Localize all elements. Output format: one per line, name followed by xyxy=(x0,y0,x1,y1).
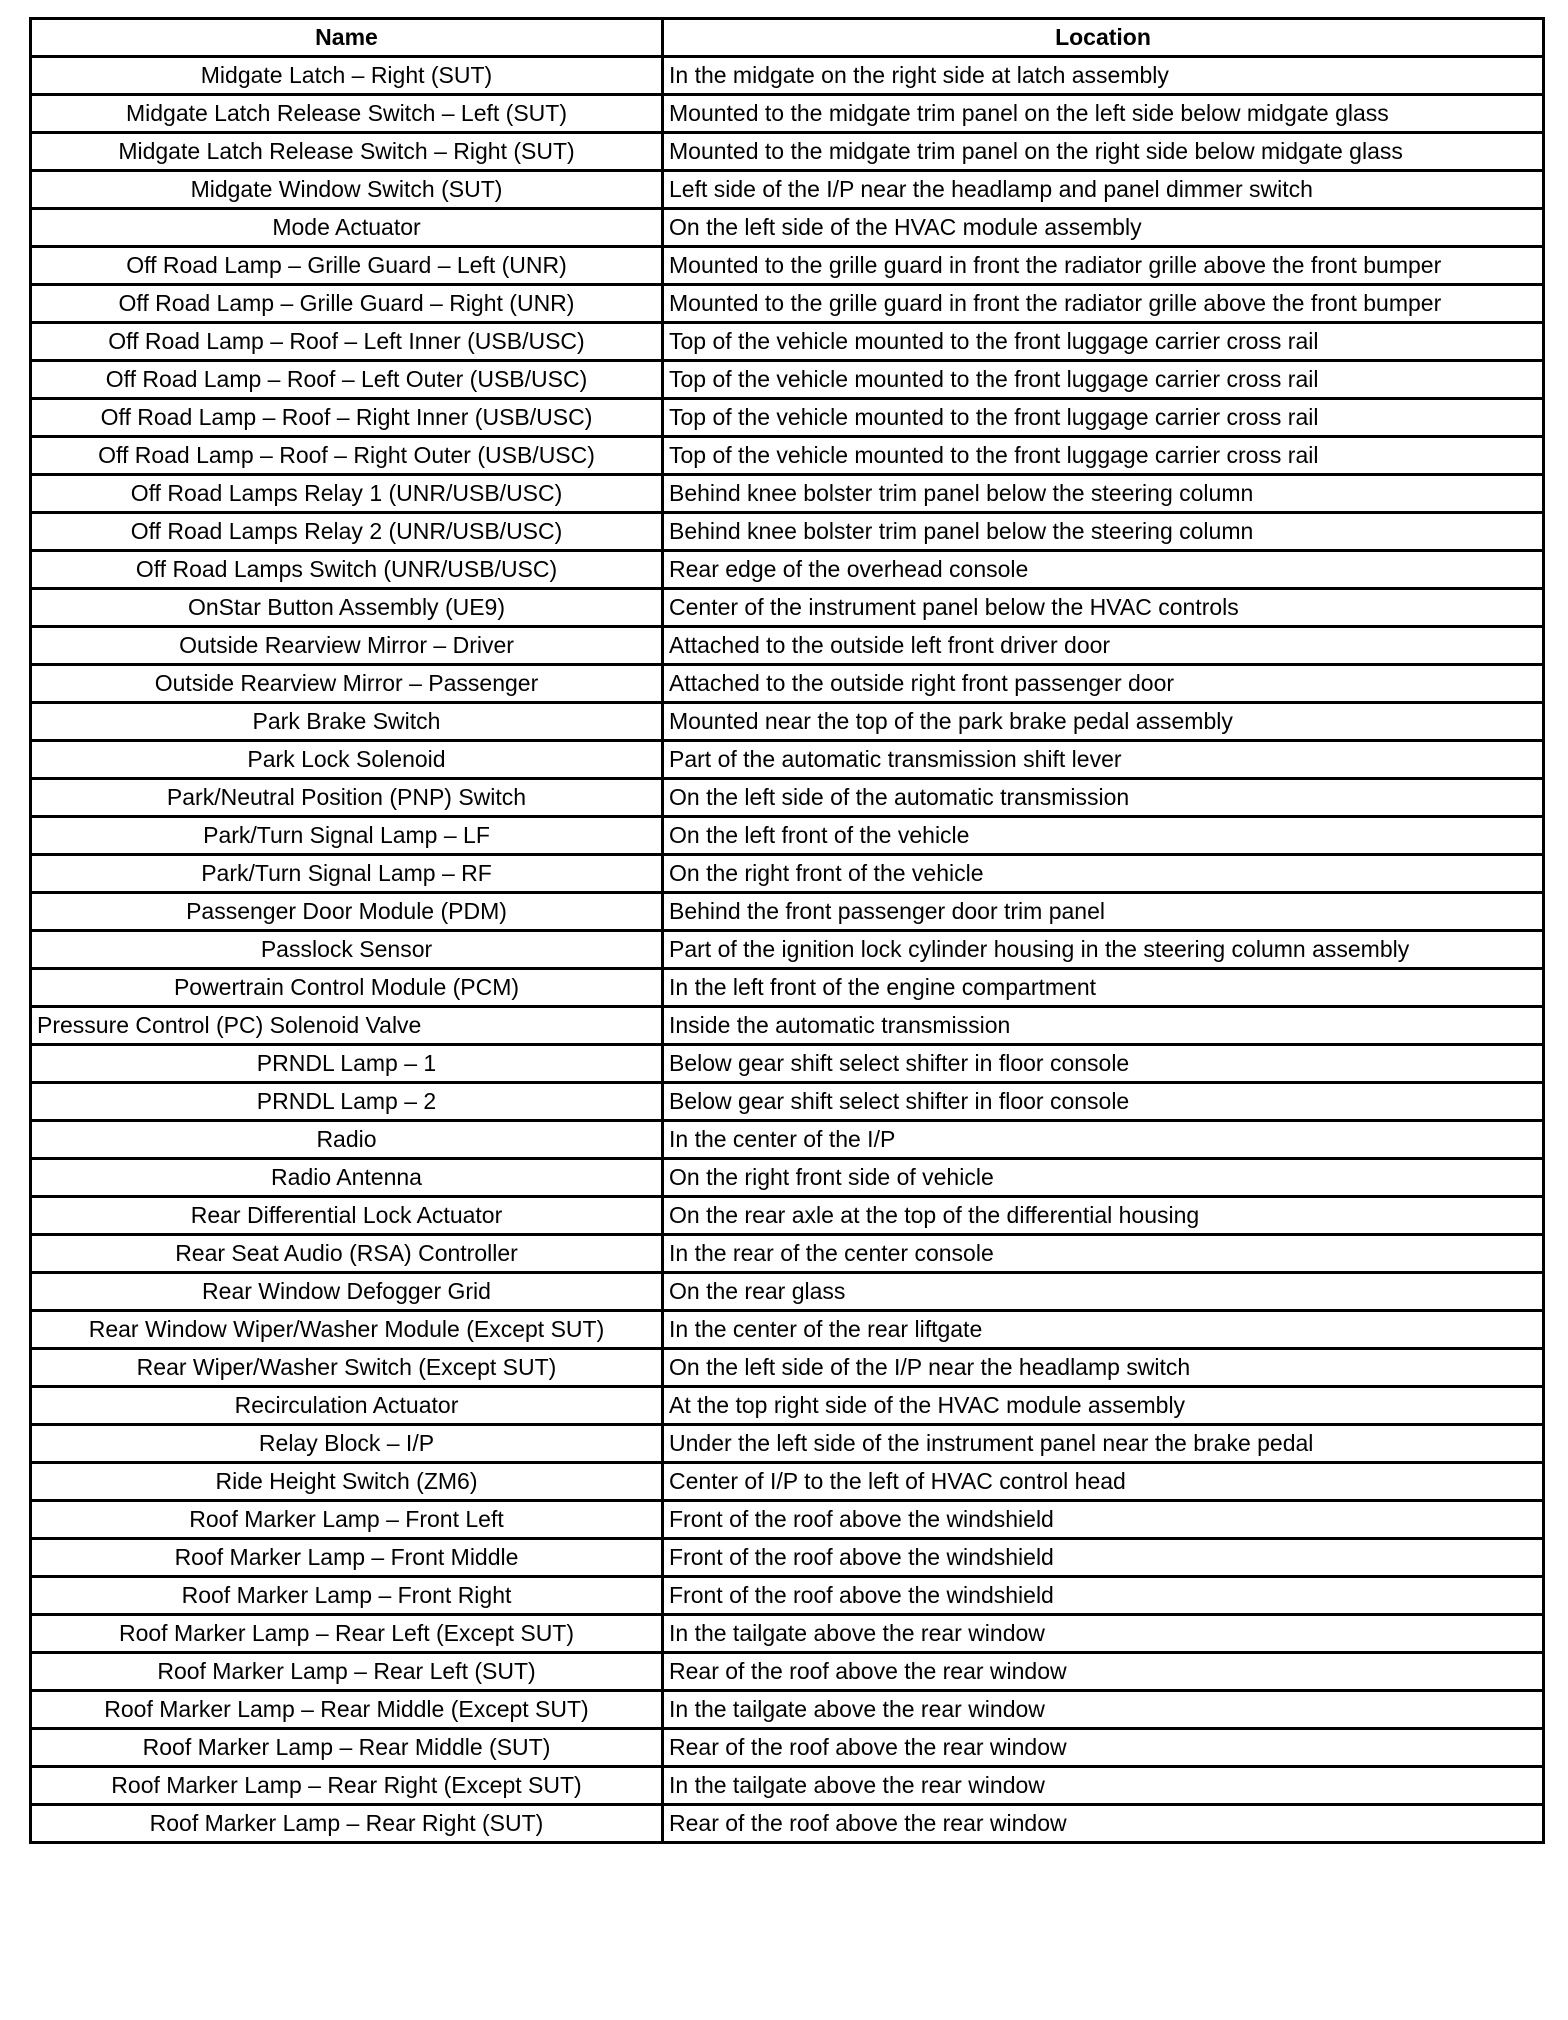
component-location-cell: Below gear shift select shifter in floor console xyxy=(663,1083,1544,1121)
component-location-cell: On the left front of the vehicle xyxy=(663,817,1544,855)
table-row xyxy=(31,247,1544,285)
component-name-cell: Radio xyxy=(31,1121,663,1159)
name-column-header: Name xyxy=(31,19,663,57)
component-name-cell: Rear Differential Lock Actuator xyxy=(31,1197,663,1235)
table-row xyxy=(31,627,1544,665)
component-name-cell: Off Road Lamps Switch (UNR/USB/USC) xyxy=(31,551,663,589)
component-location-cell: In the midgate on the right side at latch assembly xyxy=(663,57,1544,95)
table-row xyxy=(31,1653,1544,1691)
component-location-cell: In the center of the I/P xyxy=(663,1121,1544,1159)
component-location-cell: In the left front of the engine compartment xyxy=(663,969,1544,1007)
table-row xyxy=(31,1311,1544,1349)
table-row xyxy=(31,1729,1544,1767)
component-name-cell: PRNDL Lamp – 1 xyxy=(31,1045,663,1083)
component-name-cell: Passenger Door Module (PDM) xyxy=(31,893,663,931)
component-name-cell: Rear Seat Audio (RSA) Controller xyxy=(31,1235,663,1273)
table-header-row xyxy=(31,19,1544,57)
component-location-cell: In the tailgate above the rear window xyxy=(663,1767,1544,1805)
component-location-cell: On the rear glass xyxy=(663,1273,1544,1311)
component-location-cell: On the left side of the I/P near the headlamp switch xyxy=(663,1349,1544,1387)
component-location-cell: Top of the vehicle mounted to the front luggage carrier cross rail xyxy=(663,361,1544,399)
table-row xyxy=(31,589,1544,627)
component-name-cell: Midgate Latch Release Switch – Left (SUT) xyxy=(31,95,663,133)
component-location-cell: Below gear shift select shifter in floor console xyxy=(663,1045,1544,1083)
component-location-cell: Under the left side of the instrument panel near the brake pedal xyxy=(663,1425,1544,1463)
component-location-cell: Inside the automatic transmission xyxy=(663,1007,1544,1045)
component-name-cell: Off Road Lamp – Roof – Right Inner (USB/USC) xyxy=(31,399,663,437)
table-row xyxy=(31,323,1544,361)
table-row xyxy=(31,133,1544,171)
component-name-cell: Park Lock Solenoid xyxy=(31,741,663,779)
component-name-cell: Midgate Latch Release Switch – Right (SUT) xyxy=(31,133,663,171)
table-row xyxy=(31,1007,1544,1045)
table-row xyxy=(31,1767,1544,1805)
component-name-cell: Relay Block – I/P xyxy=(31,1425,663,1463)
component-location-cell: In the rear of the center console xyxy=(663,1235,1544,1273)
table-body xyxy=(31,57,1544,1843)
table-row xyxy=(31,1235,1544,1273)
component-name-cell: Mode Actuator xyxy=(31,209,663,247)
component-name-cell: Passlock Sensor xyxy=(31,931,663,969)
component-location-cell: On the left side of the automatic transmission xyxy=(663,779,1544,817)
table-row xyxy=(31,285,1544,323)
component-location-cell: Left side of the I/P near the headlamp and panel dimmer switch xyxy=(663,171,1544,209)
component-name-cell: Off Road Lamps Relay 2 (UNR/USB/USC) xyxy=(31,513,663,551)
component-location-cell: Rear of the roof above the rear window xyxy=(663,1805,1544,1843)
component-name-cell: Rear Wiper/Washer Switch (Except SUT) xyxy=(31,1349,663,1387)
component-location-cell: Behind the front passenger door trim panel xyxy=(663,893,1544,931)
component-location-cell: Center of I/P to the left of HVAC control head xyxy=(663,1463,1544,1501)
component-name-cell: Powertrain Control Module (PCM) xyxy=(31,969,663,1007)
table-row xyxy=(31,1273,1544,1311)
component-location-cell: Front of the roof above the windshield xyxy=(663,1577,1544,1615)
component-location-cell: Behind knee bolster trim panel below the steering column xyxy=(663,513,1544,551)
table-row xyxy=(31,513,1544,551)
component-name-cell: Roof Marker Lamp – Front Right xyxy=(31,1577,663,1615)
component-name-cell: Roof Marker Lamp – Rear Middle (SUT) xyxy=(31,1729,663,1767)
component-location-cell: In the tailgate above the rear window xyxy=(663,1615,1544,1653)
table-row xyxy=(31,361,1544,399)
component-name-cell: Park/Turn Signal Lamp – LF xyxy=(31,817,663,855)
component-location-cell: Attached to the outside left front driver door xyxy=(663,627,1544,665)
table-row xyxy=(31,969,1544,1007)
component-location-cell: Rear of the roof above the rear window xyxy=(663,1729,1544,1767)
component-name-cell: Park/Neutral Position (PNP) Switch xyxy=(31,779,663,817)
location-column-header: Location xyxy=(663,19,1544,57)
table-row xyxy=(31,855,1544,893)
component-location-cell: On the left side of the HVAC module assembly xyxy=(663,209,1544,247)
table-row xyxy=(31,1691,1544,1729)
component-name-cell: Park/Turn Signal Lamp – RF xyxy=(31,855,663,893)
table-row xyxy=(31,893,1544,931)
component-name-cell: Off Road Lamp – Roof – Right Outer (USB/USC) xyxy=(31,437,663,475)
component-name-cell: Midgate Window Switch (SUT) xyxy=(31,171,663,209)
component-location-cell: On the rear axle at the top of the differential housing xyxy=(663,1197,1544,1235)
component-location-cell: Mounted to the midgate trim panel on the right side below midgate glass xyxy=(663,133,1544,171)
table-row xyxy=(31,1045,1544,1083)
component-location-cell: Rear edge of the overhead console xyxy=(663,551,1544,589)
component-name-cell: PRNDL Lamp – 2 xyxy=(31,1083,663,1121)
component-location-cell: Mounted to the midgate trim panel on the left side below midgate glass xyxy=(663,95,1544,133)
table-row xyxy=(31,1501,1544,1539)
component-name-cell: Outside Rearview Mirror – Passenger xyxy=(31,665,663,703)
component-name-cell: Roof Marker Lamp – Rear Right (SUT) xyxy=(31,1805,663,1843)
component-location-cell: Front of the roof above the windshield xyxy=(663,1501,1544,1539)
table-row xyxy=(31,1349,1544,1387)
component-location-cell: On the right front of the vehicle xyxy=(663,855,1544,893)
component-location-cell: Front of the roof above the windshield xyxy=(663,1539,1544,1577)
component-location-cell: Mounted to the grille guard in front the radiator grille above the front bumper xyxy=(663,247,1544,285)
component-name-cell: Recirculation Actuator xyxy=(31,1387,663,1425)
component-location-cell: At the top right side of the HVAC module assembly xyxy=(663,1387,1544,1425)
table-row xyxy=(31,779,1544,817)
component-name-cell: OnStar Button Assembly (UE9) xyxy=(31,589,663,627)
table-row xyxy=(31,1577,1544,1615)
component-location-table xyxy=(29,17,1545,1844)
table-row xyxy=(31,399,1544,437)
table-row xyxy=(31,1463,1544,1501)
component-location-cell: Center of the instrument panel below the HVAC controls xyxy=(663,589,1544,627)
table-row xyxy=(31,1121,1544,1159)
component-location-cell: Behind knee bolster trim panel below the steering column xyxy=(663,475,1544,513)
table-row xyxy=(31,1805,1544,1843)
table-row xyxy=(31,665,1544,703)
table-row xyxy=(31,931,1544,969)
component-location-cell: Mounted to the grille guard in front the radiator grille above the front bumper xyxy=(663,285,1544,323)
component-name-cell: Off Road Lamp – Roof – Left Inner (USB/USC) xyxy=(31,323,663,361)
component-name-cell: Rear Window Defogger Grid xyxy=(31,1273,663,1311)
component-name-cell: Off Road Lamp – Grille Guard – Right (UNR) xyxy=(31,285,663,323)
component-name-cell: Roof Marker Lamp – Front Left xyxy=(31,1501,663,1539)
component-name-cell: Roof Marker Lamp – Rear Left (SUT) xyxy=(31,1653,663,1691)
table-row xyxy=(31,1197,1544,1235)
component-name-cell: Rear Window Wiper/Washer Module (Except SUT) xyxy=(31,1311,663,1349)
component-name-cell: Ride Height Switch (ZM6) xyxy=(31,1463,663,1501)
component-name-cell: Pressure Control (PC) Solenoid Valve xyxy=(31,1007,663,1045)
table-row xyxy=(31,1159,1544,1197)
component-location-cell: Part of the ignition lock cylinder housing in the steering column assembly xyxy=(663,931,1544,969)
table-row xyxy=(31,1615,1544,1653)
component-location-cell: Top of the vehicle mounted to the front luggage carrier cross rail xyxy=(663,437,1544,475)
table-row xyxy=(31,741,1544,779)
component-location-cell: Rear of the roof above the rear window xyxy=(663,1653,1544,1691)
table-row xyxy=(31,1387,1544,1425)
component-location-cell: In the tailgate above the rear window xyxy=(663,1691,1544,1729)
component-location-cell: In the center of the rear liftgate xyxy=(663,1311,1544,1349)
component-name-cell: Roof Marker Lamp – Front Middle xyxy=(31,1539,663,1577)
component-name-cell: Off Road Lamps Relay 1 (UNR/USB/USC) xyxy=(31,475,663,513)
table-row xyxy=(31,209,1544,247)
table-row xyxy=(31,551,1544,589)
component-name-cell: Radio Antenna xyxy=(31,1159,663,1197)
component-name-cell: Off Road Lamp – Roof – Left Outer (USB/USC) xyxy=(31,361,663,399)
table-row xyxy=(31,57,1544,95)
component-name-cell: Midgate Latch – Right (SUT) xyxy=(31,57,663,95)
component-name-cell: Roof Marker Lamp – Rear Right (Except SUT) xyxy=(31,1767,663,1805)
component-location-cell: Top of the vehicle mounted to the front luggage carrier cross rail xyxy=(663,399,1544,437)
table-row xyxy=(31,817,1544,855)
component-name-cell: Off Road Lamp – Grille Guard – Left (UNR) xyxy=(31,247,663,285)
table-row xyxy=(31,171,1544,209)
table-row xyxy=(31,1425,1544,1463)
table-row xyxy=(31,1083,1544,1121)
component-name-cell: Roof Marker Lamp – Rear Middle (Except SUT) xyxy=(31,1691,663,1729)
table-row xyxy=(31,703,1544,741)
table-row xyxy=(31,475,1544,513)
component-location-cell: Part of the automatic transmission shift lever xyxy=(663,741,1544,779)
component-location-cell: Mounted near the top of the park brake pedal assembly xyxy=(663,703,1544,741)
component-location-cell: Top of the vehicle mounted to the front luggage carrier cross rail xyxy=(663,323,1544,361)
component-location-cell: On the right front side of vehicle xyxy=(663,1159,1544,1197)
table-row xyxy=(31,1539,1544,1577)
table-row xyxy=(31,95,1544,133)
table-row xyxy=(31,437,1544,475)
component-name-cell: Park Brake Switch xyxy=(31,703,663,741)
component-name-cell: Roof Marker Lamp – Rear Left (Except SUT) xyxy=(31,1615,663,1653)
component-location-cell: Attached to the outside right front passenger door xyxy=(663,665,1544,703)
component-name-cell: Outside Rearview Mirror – Driver xyxy=(31,627,663,665)
